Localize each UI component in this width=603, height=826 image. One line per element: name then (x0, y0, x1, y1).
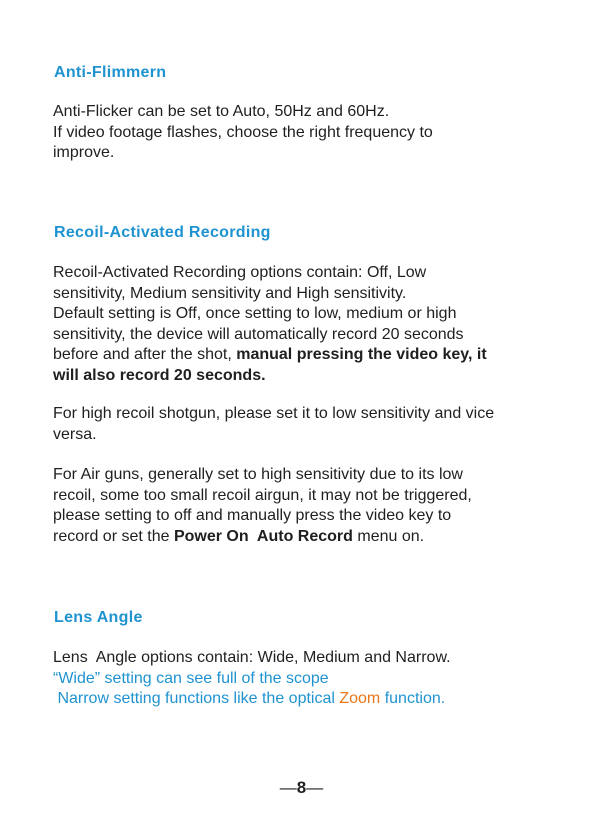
text-line: For high recoil shotgun, please set it to low sensitivity and vice (53, 405, 495, 422)
bold-text: Power On Auto Record (173, 527, 353, 545)
page-number-dash-left: — (279, 778, 297, 797)
zoom-highlight: Zoom (339, 690, 381, 708)
text-line (53, 527, 583, 548)
page-number (0, 778, 603, 798)
text-line: versa. (53, 425, 97, 443)
text-run: before and after the shot, (53, 346, 237, 364)
bold-text-line: will also record 20 seconds. (53, 366, 266, 384)
text-line: sensitivity, Medium sensitivity and High sensitivity. (53, 284, 407, 302)
blue-text-line: “Wide” setting can see full of the scope (53, 669, 329, 687)
text-line: recoil, some too small recoil airgun, it may not be triggered, (53, 486, 472, 504)
bold-text: manual pressing the video key, it (236, 346, 487, 364)
lens-angle-paragraph (53, 648, 583, 710)
anti-flicker-heading: Anti-Flimmern (54, 64, 167, 81)
text-line: For Air guns, generally set to high sensitivity due to its low (53, 466, 463, 483)
recoil-heading: Recoil-Activated Recording (54, 224, 271, 241)
text-line: Anti-Flicker can be set to Auto, 50Hz and 60Hz. (53, 103, 390, 120)
text-run: menu on. (352, 527, 425, 545)
page-number-dash-right: — (306, 778, 324, 797)
text-run: record or set the (53, 527, 174, 545)
text-line: If video footage flashes, choose the right frequency to (53, 123, 433, 141)
text-line: Recoil-Activated Recording options contain: Off, Low (53, 264, 427, 281)
recoil-paragraph-3 (53, 465, 583, 547)
lens-angle-heading: Lens Angle (54, 609, 143, 626)
text-line: Default setting is Off, once setting to low, medium or high (53, 305, 457, 323)
text-run: function. (380, 690, 446, 708)
text-line (53, 345, 583, 366)
text-line: please setting to off and manually press the video key to (53, 507, 452, 525)
text-line: Lens Angle options contain: Wide, Medium and Narrow. (53, 649, 451, 666)
page-number-value: 8 (296, 778, 307, 797)
recoil-paragraph-1 (53, 263, 583, 387)
anti-flicker-paragraph (53, 102, 583, 164)
recoil-paragraph-2 (53, 404, 583, 445)
text-line: improve. (53, 144, 115, 162)
text-line: sensitivity, the device will automatically record 20 seconds (53, 325, 464, 343)
blue-text-line (53, 689, 583, 710)
text-run: Narrow setting functions like the optical (53, 690, 340, 708)
